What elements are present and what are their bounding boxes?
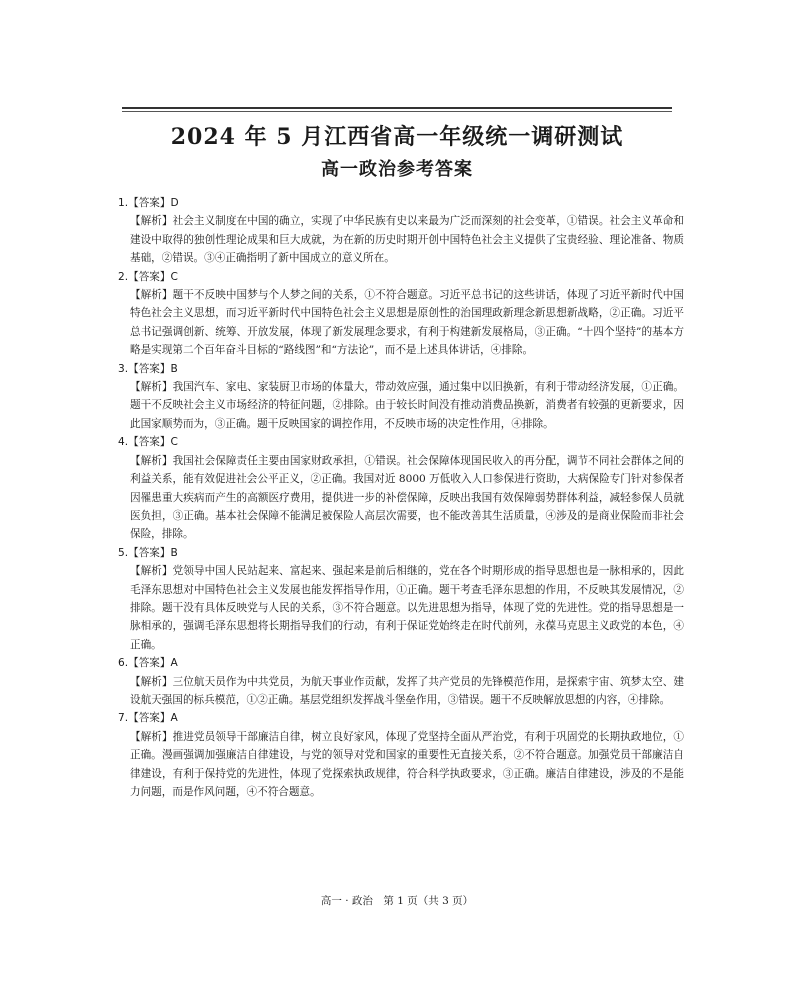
analysis-text: 【解析】三位航天员作为中共党员，为航天事业作贡献，发挥了共产党员的先锋模范作用，是探索宇宙、筑梦太空、建设航天强国的标兵模范，①②正确。基层党组织发挥战斗堡垒作用，③错误。题干不反映解放思想的内容，④排除。 [130, 675, 684, 706]
answer-label: 【答案】 [128, 712, 171, 725]
question-number: 7. [118, 712, 129, 725]
answer-line [118, 194, 684, 212]
question-number: 2. [118, 270, 129, 283]
analysis-text: 【解析】我国汽车、家电、家装厨卫市场的体量大，带动效应强，通过集中以旧换新，有利于带动经济发展，①正确。题干不反映社会主义市场经济的特征问题，②排除。由于较长时间没有推动消费品换新，消费者有较强的更新要求，因此国家顺势而为，③正确。题干反映国家的调控作用，不反映市场的决定性作用，④排除。 [130, 381, 684, 430]
answer-list [118, 194, 684, 801]
answer-line [118, 360, 684, 378]
answer-label: 【答案】 [128, 362, 171, 375]
analysis-text: 【解析】题干不反映中国梦与个人梦之间的关系，①不符合题意。习近平总书记的这些讲话，体现了习近平新时代中国特色社会主义思想，而习近平新时代中国特色社会主义思想是原创性的治国理政新理念新思想新战略，②正确。习近平总书记强调创新、统筹、开放发展，体现了新发展理念要求，有利于构建新发展格局，③正确。“十四个坚持”的基本方略是实现第二个百年奋斗目标的“路线图”和“方法论”，而不是上述具体讲话，④排除。 [130, 289, 684, 357]
question-7 [118, 709, 684, 801]
answer-line [118, 709, 684, 727]
question-4 [118, 433, 684, 543]
answer-label: 【答案】 [128, 657, 171, 670]
answer-choice: C [170, 436, 178, 449]
question-5 [118, 544, 684, 654]
question-number: 3. [118, 362, 129, 375]
answer-key-subtitle: 高一政治参考答案 [321, 159, 473, 180]
answer-choice: B [170, 546, 178, 559]
analysis-text: 【解析】社会主义制度在中国的确立，实现了中华民族有史以来最为广泛而深刻的社会变革，①错误。社会主义革命和建设中取得的独创性理论成果和巨大成就，为在新的历史时期开创中国特色社会主义提供了宝贵经验、理论准备、物质基础，②错误。③④正确指明了新中国成立的意义所在。 [130, 215, 684, 265]
answer-line [118, 544, 684, 562]
analysis-text: 【解析】推进党员领导干部廉洁自律，树立良好家风，体现了党坚持全面从严治党，有利于巩固党的长期执政地位，①正确。漫画强调加强廉洁自律建设，与党的领导对党和国家的重要性无直接关系，②不符合题意。加强党员干部廉洁自律建设，有利于保持党的先进性，体现了党探索执政规律，符合科学执政要求，③正确。廉洁自律建设，涉及的不是能力问题，而是作风问题，④不符合题意。 [130, 730, 684, 798]
page-footer: 高一 · 政治 第 1 页（共 3 页） [320, 895, 474, 907]
question-6 [118, 654, 684, 709]
question-number: 1. [118, 197, 129, 209]
answer-choice: A [170, 712, 178, 725]
question-number: 5. [118, 546, 129, 559]
exam-title: 2024 年 5 月江西省高一年级统一调研测试 [170, 124, 624, 150]
question-3 [118, 360, 684, 434]
answer-choice: C [170, 270, 178, 283]
answer-choice: D [170, 197, 179, 209]
answer-label: 【答案】 [128, 270, 171, 283]
answer-label: 【答案】 [128, 197, 171, 209]
answer-label: 【答案】 [128, 436, 171, 449]
header-rule-thin [122, 111, 672, 112]
analysis-text: 【解析】我国社会保障责任主要由国家财政承担，①错误。社会保障体现国民收入的再分配，调节不同社会群体之间的利益关系，能有效促进社会公平正义，②正确。我国对近 8000 万低收入人口参保进行资助，大病保险专门针对参保者因罹患重大疾病而产生的高额医疗费用，提供进一步的补偿保障，反映出我国有效保障弱势群体利益，减轻参保人员就医负担，③正确。基本社会保障不能满足被保险人高层次需要，也不能改善其生活质量，④涉及的是商业保险而非社会保险，排除。 [130, 454, 684, 541]
question-number: 4. [118, 436, 129, 449]
question-number: 6. [118, 657, 129, 670]
question-2 [118, 268, 684, 360]
answer-line [118, 268, 684, 286]
answer-line [118, 654, 684, 672]
answer-choice: A [170, 657, 178, 670]
analysis-text: 【解析】党领导中国人民站起来、富起来、强起来是前后相继的，党在各个时期形成的指导思想也是一脉相承的，因此毛泽东思想对中国特色社会主义发展也能发挥指导作用，①正确。题干考查毛泽东思想的作用，不反映其发展情况，②排除。题干没有具体反映党与人民的关系，③不符合题意。以先进思想为指导，体现了党的先进性。党的指导思想是一脉相承的，强调毛泽东思想将长期指导我们的行动，有利于保证党始终走在时代前列，永葆马克思主义政党的本色，④正确。 [130, 565, 684, 651]
header-rule [122, 107, 672, 109]
question-1 [118, 194, 684, 268]
answer-label: 【答案】 [128, 546, 171, 559]
answer-choice: B [170, 362, 178, 375]
answer-line [118, 433, 684, 451]
